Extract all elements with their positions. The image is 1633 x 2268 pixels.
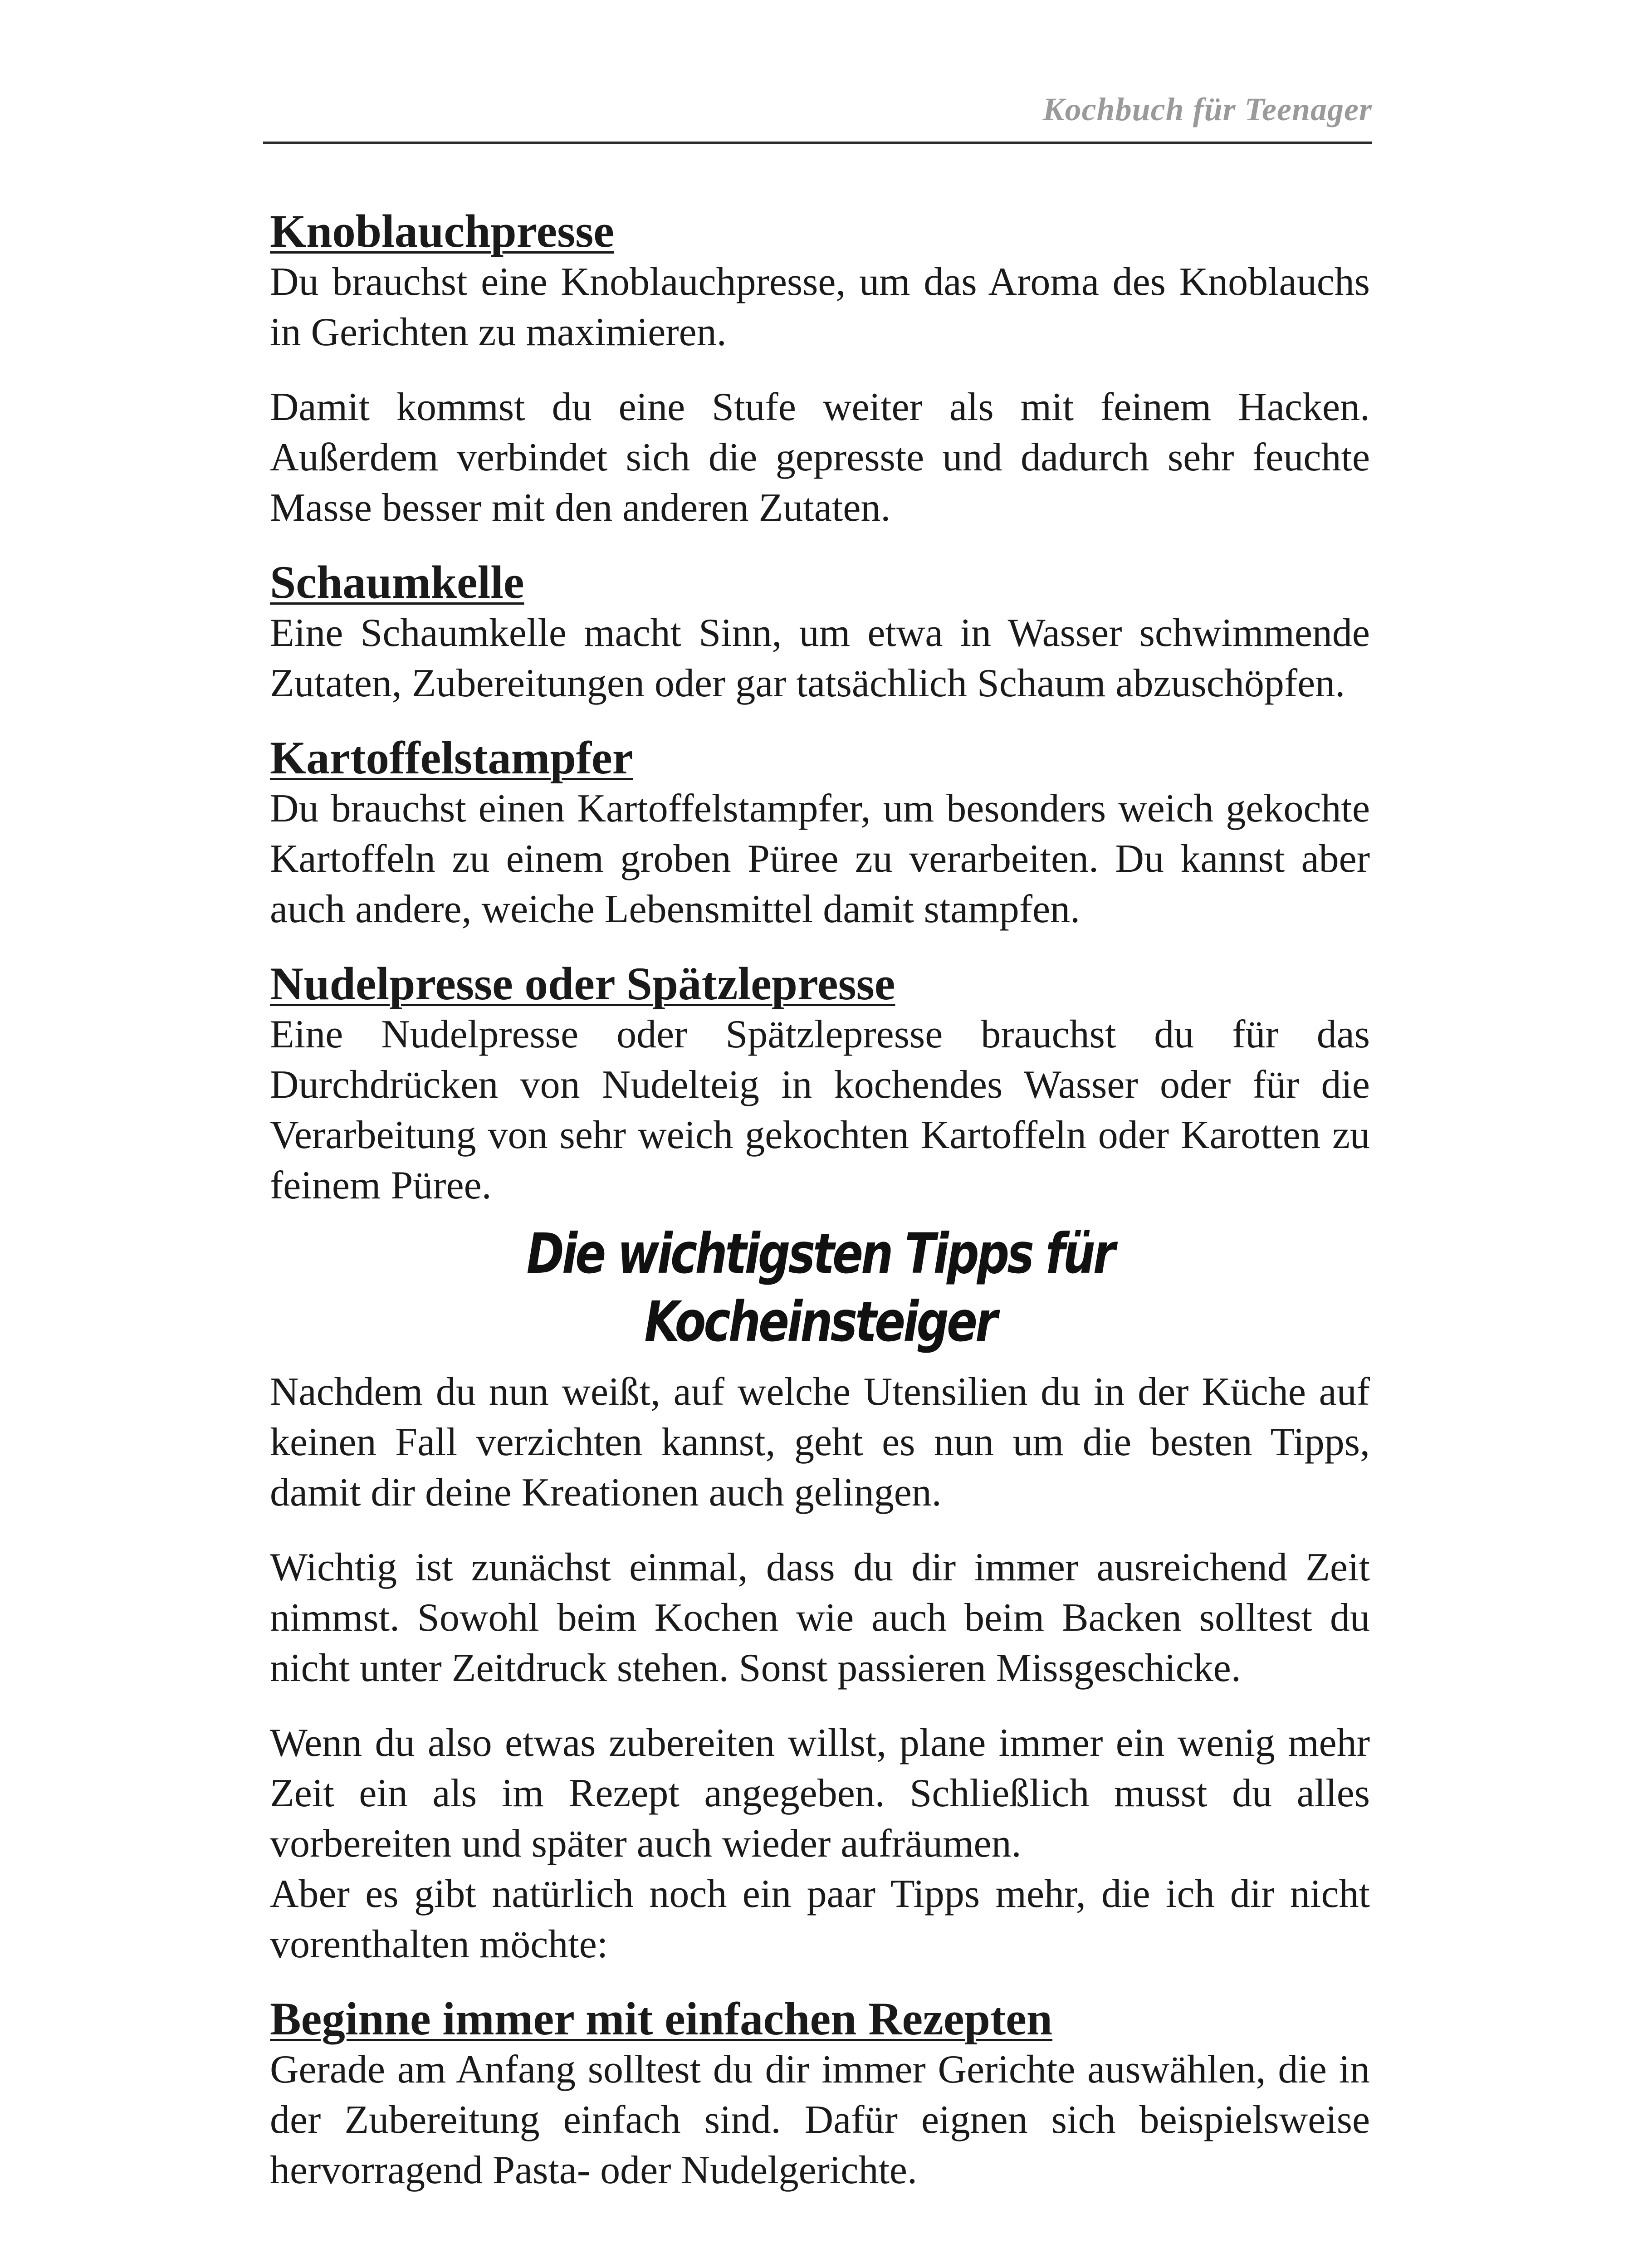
header-rule	[263, 142, 1372, 144]
page-content	[270, 206, 1370, 2195]
section-heading: Schaumkelle	[270, 557, 524, 608]
paragraph: Damit kommst du eine Stufe weiter als mit feinem Hacken. Außerdem verbindet sich die gepresste und dadurch sehr feuchte Masse besser mit den anderen Zutaten.	[270, 385, 1370, 530]
running-header: Kochbuch für Teenager	[1042, 91, 1372, 127]
paragraph: Du brauchst einen Kartoffelstampfer, um besonders weich gekochte Kartoffeln zu einem groben Püree zu verarbeiten. Du kannst aber auch andere, weiche Lebensmittel damit stampfen.	[270, 787, 1370, 931]
section-heading: Knoblauchpresse	[270, 205, 614, 257]
paragraph: Gerade am Anfang solltest du dir immer Gerichte auswählen, die in der Zubereitung einfach sind. Dafür eignen sich beispielsweise hervorragend Pasta- oder Nudelgerichte.	[270, 2048, 1370, 2192]
section-heading: Nudelpresse oder Spätzlepresse	[270, 958, 895, 1010]
paragraph: Du brauchst eine Knoblauchpresse, um das Aroma des Knoblauchs in Gerichten zu maximieren.	[270, 260, 1370, 354]
paragraph: Eine Schaumkelle macht Sinn, um etwa in Wasser schwimmende Zutaten, Zubereitungen oder gar tatsächlich Schaum abzuschöpfen.	[270, 611, 1370, 705]
section-heading: Beginne immer mit einfachen Rezepten	[270, 1993, 1053, 2045]
paragraph: Wenn du also etwas zubereiten willst, plane immer ein wenig mehr Zeit ein als im Rezept angegeben. Schließlich musst du alles vorbereiten und später auch wieder aufräumen.	[270, 1721, 1370, 1866]
chapter-title: Die wichtigsten Tipps für Kocheinsteiger	[526, 1222, 1114, 1354]
paragraph: Nachdem du nun weißt, auf welche Utensilien du in der Küche auf keinen Fall verzichten kannst, geht es nun um die besten Tipps, damit dir deine Kreationen auch gelingen.	[270, 1370, 1370, 1515]
paragraph: Eine Nudelpresse oder Spätzlepresse brauchst du für das Durchdrücken von Nudelteig in kochendes Wasser oder für die Verarbeitung von sehr weich gekochten Kartoffeln oder Karotten zu feinem Püree.	[270, 1012, 1370, 1207]
paragraph: Aber es gibt natürlich noch ein paar Tipps mehr, die ich dir nicht vorenthalten möchte:	[270, 1872, 1370, 1966]
paragraph: Wichtig ist zunächst einmal, dass du dir immer ausreichend Zeit nimmst. Sowohl beim Kochen wie auch beim Backen solltest du nicht unter Zeitdruck stehen. Sonst passieren Missgeschicke.	[270, 1545, 1370, 1690]
section-heading: Kartoffelstampfer	[270, 732, 633, 784]
